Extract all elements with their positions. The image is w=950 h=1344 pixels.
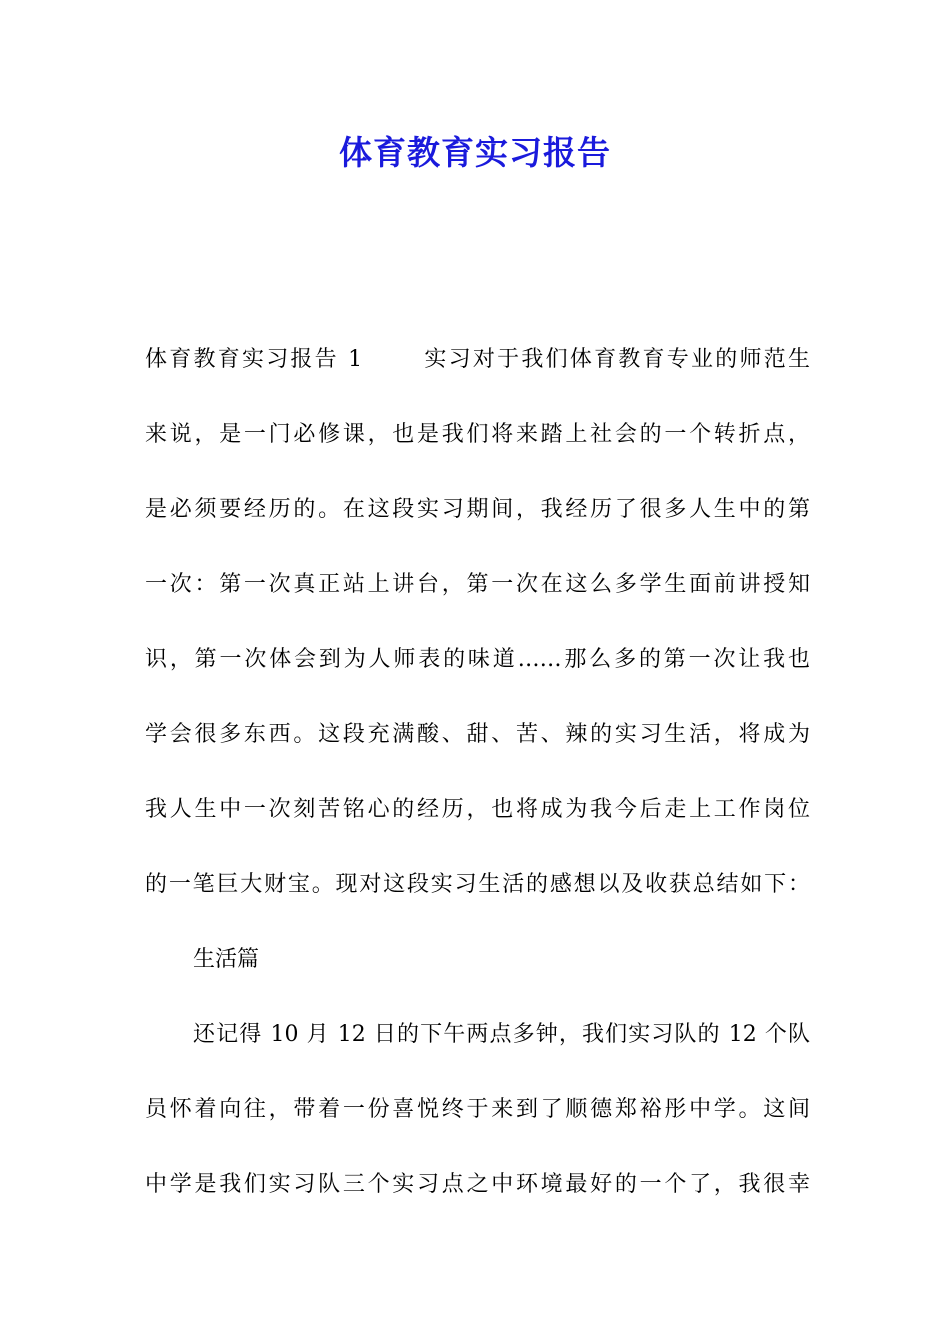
text-line: 还记得 10 月 12 日的下午两点多钟，我们实习队的 12 个队	[193, 1022, 810, 1047]
text-line: 一次：第一次真正站上讲台，第一次在这么多学生面前讲授知	[145, 572, 810, 597]
text-line: 的一笔巨大财宝。现对这段实习生活的感想以及收获总结如下：	[145, 872, 810, 897]
text-fragment: 实习对于我们体育教育专业的师范生	[422, 347, 810, 372]
text-line: 中学是我们实习队三个实习点之中环境最好的一个了，我很幸	[145, 1172, 810, 1197]
text-line: 识，第一次体会到为人师表的味道……那么多的第一次让我也	[145, 647, 810, 672]
text-line: 是必须要经历的。在这段实习期间，我经历了很多人生中的第	[145, 497, 810, 522]
text-line: 我人生中一次刻苦铭心的经历，也将成为我今后走上工作岗位	[145, 797, 810, 822]
document-body	[145, 340, 810, 1240]
text-line: 员怀着向往，带着一份喜悦终于来到了顺德郑裕彤中学。这间	[145, 1097, 810, 1122]
section-heading-inline: 体育教育实习报告 1	[145, 347, 363, 372]
text-line	[145, 340, 810, 415]
document-title: 体育教育实习报告	[339, 133, 611, 172]
section-heading: 生活篇	[193, 947, 260, 972]
text-line: 来说，是一门必修课，也是我们将来踏上社会的一个转折点，	[145, 422, 810, 447]
text-line: 学会很多东西。这段充满酸、甜、苦、辣的实习生活，将成为	[145, 722, 810, 747]
